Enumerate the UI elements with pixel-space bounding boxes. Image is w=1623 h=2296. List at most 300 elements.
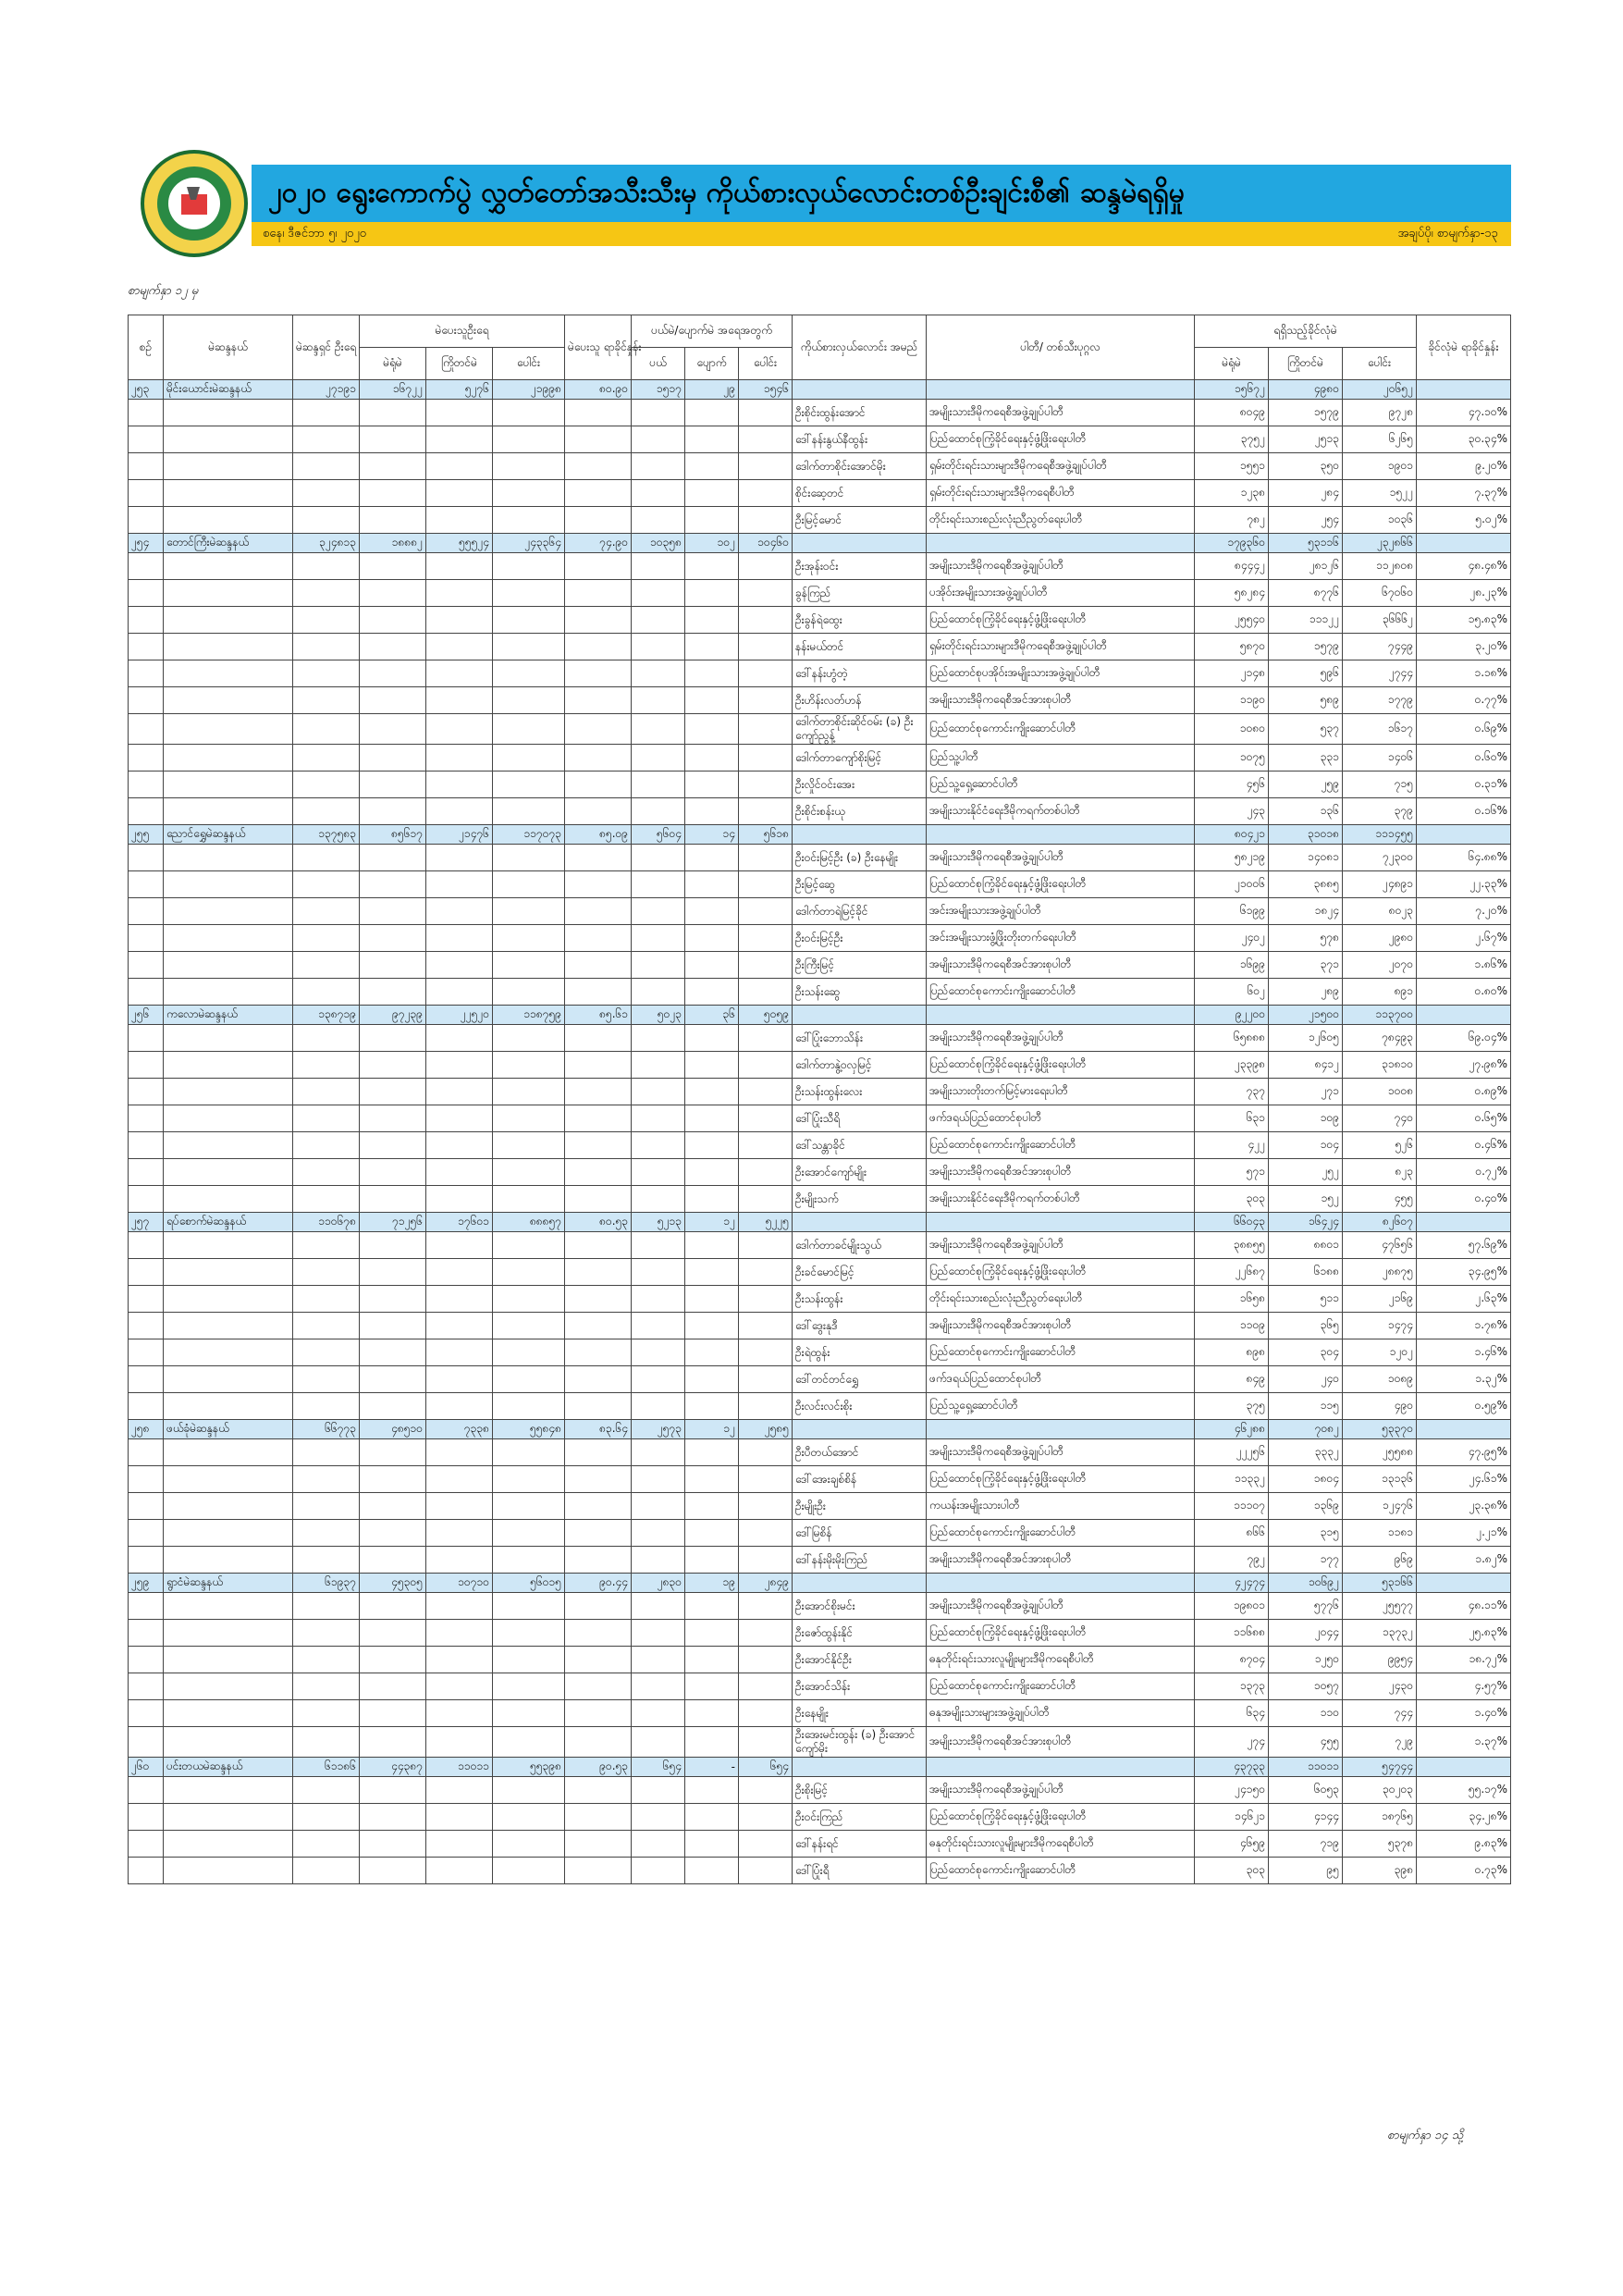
- candidate-advance: ၁၈၀၄: [1269, 1466, 1343, 1493]
- col-missing: ပျောက်: [685, 348, 739, 380]
- empty-cell: [164, 898, 293, 925]
- party-name: အမျိုးသားတိုးတက်မြင့်မားရေးပါတီ: [927, 1079, 1195, 1105]
- empty-cell: [739, 1466, 793, 1493]
- empty-cell: [739, 1647, 793, 1673]
- candidate-advance: ၁၈၂၄: [1269, 898, 1343, 925]
- rejected-votes: ၅၂၁၃: [632, 1213, 685, 1232]
- candidate-advance: ၂၈၉: [1269, 979, 1343, 1006]
- candidate-total: ၈၀၂၃: [1343, 898, 1417, 925]
- constituency-row: [129, 825, 1511, 845]
- candidate-percent: ၀.၈၀%: [1417, 979, 1511, 1006]
- candidate-row: [129, 1132, 1511, 1159]
- empty-cell: [164, 1777, 293, 1804]
- empty-cell: [164, 1466, 293, 1493]
- empty-cell: [739, 553, 793, 580]
- candidate-name: ဦးလှိုင်ဝင်းအေး: [793, 772, 927, 798]
- page-section: အချပ်ပို၊ စာမျက်နှာ-၁၃: [1397, 227, 1498, 241]
- candidate-row: [129, 1858, 1511, 1884]
- candidate-row: [129, 1366, 1511, 1393]
- candidate-in-person: ၁၀၈၀: [1195, 714, 1269, 745]
- empty-cell: [632, 1105, 685, 1132]
- empty-cell: [632, 925, 685, 952]
- empty-cell: [360, 1673, 426, 1700]
- candidate-percent: ၂၈.၂၃%: [1417, 580, 1511, 607]
- candidate-in-person: ၂၃၃၉၈: [1195, 1052, 1269, 1079]
- empty-cell: [164, 1804, 293, 1831]
- empty-cell: [360, 1700, 426, 1727]
- candidate-name: ဦးလင်းလင်းစိုး: [793, 1393, 927, 1420]
- row-number: ၂၅၈: [129, 1420, 164, 1439]
- empty-cell: [739, 507, 793, 534]
- in-person-votes: ၄၄၃၈၇: [360, 1758, 426, 1777]
- empty-cell: [426, 1493, 493, 1520]
- candidate-advance: ၄၅၅: [1269, 1727, 1343, 1758]
- empty-cell: [426, 1620, 493, 1647]
- empty-cell: [426, 772, 493, 798]
- candidate-total: ၂၀၇၀: [1343, 952, 1417, 979]
- empty-cell: [793, 1006, 927, 1025]
- party-name: ပြည်ထောင်စုကြံ့ခိုင်ရေးနှင့်ဖွံ့ဖြိုးရေးပါတီ: [927, 1620, 1195, 1647]
- party-name: ပြည်ထောင်စုကောင်းကျိုးဆောင်ပါတီ: [927, 1673, 1195, 1700]
- candidate-row: [129, 714, 1511, 745]
- candidate-advance: ၁၂၅၀: [1269, 1647, 1343, 1673]
- empty-cell: [565, 1673, 632, 1700]
- candidate-name: ဦးသန်းဆွေ: [793, 979, 927, 1006]
- valid-total: ၁၁၃၇၀၀: [1343, 1006, 1417, 1025]
- empty-cell: [739, 453, 793, 480]
- candidate-percent: ၀.၁၆%: [1417, 798, 1511, 825]
- invalid-total: ၆၅၄: [739, 1758, 793, 1777]
- empty-cell: [129, 1232, 164, 1259]
- candidate-name: ဦးဝင်းမြင့်ဦး: [793, 925, 927, 952]
- empty-cell: [565, 1777, 632, 1804]
- empty-cell: [493, 772, 565, 798]
- empty-cell: [493, 607, 565, 634]
- empty-cell: [685, 1700, 739, 1727]
- row-number: ၂၅၄: [129, 534, 164, 553]
- empty-cell: [927, 1006, 1195, 1025]
- empty-cell: [129, 1159, 164, 1186]
- candidate-in-person: ၂၄၃: [1195, 798, 1269, 825]
- candidate-total: ၁၀၈၉: [1343, 1366, 1417, 1393]
- empty-cell: [293, 634, 360, 660]
- empty-cell: [493, 1159, 565, 1186]
- empty-cell: [360, 898, 426, 925]
- empty-cell: [360, 1052, 426, 1079]
- candidate-advance: ၃၃၃၂: [1269, 1439, 1343, 1466]
- empty-cell: [164, 607, 293, 634]
- candidate-total: ၇၄၄၉: [1343, 634, 1417, 660]
- valid-in-person: ၈၀၄၂၁: [1195, 825, 1269, 845]
- empty-cell: [293, 1804, 360, 1831]
- candidate-name: ဦးမြင့်ဆွေ: [793, 871, 927, 898]
- empty-cell: [129, 1439, 164, 1466]
- empty-cell: [129, 1366, 164, 1393]
- candidate-advance: ၁၅၂: [1269, 1186, 1343, 1213]
- candidate-in-person: ၁၁၆၈၈: [1195, 1620, 1269, 1647]
- empty-cell: [164, 1079, 293, 1105]
- empty-cell: [632, 952, 685, 979]
- empty-cell: [493, 1232, 565, 1259]
- candidate-advance: ၃၁၅: [1269, 1520, 1343, 1547]
- empty-cell: [927, 1213, 1195, 1232]
- party-name: ပြည်ထောင်စုကြံ့ခိုင်ရေးနှင့်ဖွံ့ဖြိုးရေးပါတီ: [927, 871, 1195, 898]
- row-number: ၂၅၆: [129, 1006, 164, 1025]
- empty-cell: [739, 1186, 793, 1213]
- empty-cell: [565, 898, 632, 925]
- empty-cell: [164, 1831, 293, 1858]
- candidate-name: ဦးဝင်းမြင့်ဦး (ခ) ဦးနေမျိုး: [793, 845, 927, 871]
- candidate-row: [129, 453, 1511, 480]
- empty-cell: [293, 1079, 360, 1105]
- empty-cell: [685, 607, 739, 634]
- empty-cell: [360, 745, 426, 772]
- empty-cell: [426, 1520, 493, 1547]
- empty-cell: [565, 687, 632, 714]
- empty-cell: [129, 400, 164, 426]
- empty-cell: [129, 1025, 164, 1052]
- empty-cell: [739, 1858, 793, 1884]
- empty-cell: [793, 1420, 927, 1439]
- empty-cell: [129, 480, 164, 507]
- candidate-percent: ၁.၄၆%: [1417, 1339, 1511, 1366]
- candidate-name: ဒေါ်ပြုံးရီ: [793, 1858, 927, 1884]
- candidate-total: ၁၉၀၁: [1343, 453, 1417, 480]
- empty-cell: [565, 1052, 632, 1079]
- total-votes: ၂၁၉၉၈: [493, 380, 565, 400]
- candidate-advance: ၁၂၆၀၅: [1269, 1025, 1343, 1052]
- valid-advance: ၅၃၁၁၆: [1269, 534, 1343, 553]
- candidate-row: [129, 607, 1511, 634]
- candidate-advance: ၆၀၅၃: [1269, 1777, 1343, 1804]
- empty-cell: [493, 1547, 565, 1574]
- col-party: ပါတီ/ တစ်သီးပုဂ္ဂလ: [927, 315, 1195, 380]
- candidate-row: [129, 507, 1511, 534]
- empty-cell: [493, 480, 565, 507]
- empty-cell: [565, 1466, 632, 1493]
- empty-cell: [685, 745, 739, 772]
- candidate-advance: ၁၁၀: [1269, 1700, 1343, 1727]
- candidate-in-person: ၃၀၃: [1195, 1858, 1269, 1884]
- empty-cell: [164, 687, 293, 714]
- candidate-in-person: ၁၃၇၃: [1195, 1673, 1269, 1700]
- empty-cell: [493, 507, 565, 534]
- empty-cell: [739, 1547, 793, 1574]
- candidate-in-person: ၂၁၀၀၆: [1195, 871, 1269, 898]
- empty-cell: [685, 1493, 739, 1520]
- candidate-advance: ၂၅၉: [1269, 772, 1343, 798]
- candidate-percent: ၁.၄၀%: [1417, 1700, 1511, 1727]
- candidate-advance: ၅၇၈: [1269, 925, 1343, 952]
- empty-cell: [739, 1052, 793, 1079]
- party-name: အမျိုးသားဒီမိုကရေစီအဖွဲ့ချုပ်ပါတီ: [927, 1593, 1195, 1620]
- empty-cell: [293, 1313, 360, 1339]
- empty-cell: [164, 507, 293, 534]
- candidate-row: [129, 1804, 1511, 1831]
- empty-cell: [739, 1439, 793, 1466]
- empty-cell: [632, 1493, 685, 1520]
- voter-count: ၁၃၈၇၁၉: [293, 1006, 360, 1025]
- empty-cell: [632, 1831, 685, 1858]
- turnout-percent: ၉၀.၅၃: [565, 1758, 632, 1777]
- candidate-in-person: ၁၂၃၈: [1195, 480, 1269, 507]
- party-name: အမျိုးသားဒီမိုကရေစီအင်အားစုပါတီ: [927, 1727, 1195, 1758]
- valid-advance: ၁၆၄၂၄: [1269, 1213, 1343, 1232]
- empty-cell: [685, 660, 739, 687]
- empty-cell: [739, 687, 793, 714]
- candidate-name: ဦးစိုင်းစန်းယု: [793, 798, 927, 825]
- party-name: ပြည်ထောင်စုကြံ့ခိုင်ရေးနှင့်ဖွံ့ဖြိုးရေးပါတီ: [927, 1259, 1195, 1286]
- candidate-total: ၈၂၃: [1343, 1159, 1417, 1186]
- empty-cell: [632, 453, 685, 480]
- candidate-percent: ၄၈.၁၁%: [1417, 1593, 1511, 1620]
- empty-cell: [293, 871, 360, 898]
- candidate-advance: ၁၄၀၈၁: [1269, 845, 1343, 871]
- empty-cell: [1417, 1006, 1511, 1025]
- candidate-percent: ၁.၈၂%: [1417, 1547, 1511, 1574]
- empty-cell: [685, 871, 739, 898]
- empty-cell: [493, 1620, 565, 1647]
- candidate-name: ဦးသန်းထွန်း: [793, 1286, 927, 1313]
- col-valid-in-person: မဲရုံမဲ: [1195, 348, 1269, 380]
- empty-cell: [426, 925, 493, 952]
- valid-in-person: ၄၂၄၇၄: [1195, 1574, 1269, 1593]
- candidate-percent: ၅.၀၂%: [1417, 507, 1511, 534]
- empty-cell: [164, 1439, 293, 1466]
- empty-cell: [739, 634, 793, 660]
- empty-cell: [360, 1493, 426, 1520]
- candidate-name: ဦးဝင်းကြည်: [793, 1804, 927, 1831]
- candidate-in-person: ၇၉၂: [1195, 1547, 1269, 1574]
- voter-count: ၁၁၀၆၇၈: [293, 1213, 360, 1232]
- empty-cell: [739, 1132, 793, 1159]
- empty-cell: [293, 714, 360, 745]
- candidate-row: [129, 687, 1511, 714]
- empty-cell: [164, 952, 293, 979]
- empty-cell: [360, 1232, 426, 1259]
- invalid-total: ၅၆၁၈: [739, 825, 793, 845]
- candidate-row: [129, 1393, 1511, 1420]
- candidate-in-person: ၅၈၂၁၉: [1195, 845, 1269, 871]
- candidate-row: [129, 634, 1511, 660]
- empty-cell: [493, 979, 565, 1006]
- col-rejected: ပယ်: [632, 348, 685, 380]
- row-number: ၂၅၉: [129, 1574, 164, 1593]
- empty-cell: [164, 1052, 293, 1079]
- empty-cell: [360, 1132, 426, 1159]
- empty-cell: [685, 714, 739, 745]
- empty-cell: [164, 772, 293, 798]
- candidate-name: ဒေါ်ပြုံးဘောသိန်း: [793, 1025, 927, 1052]
- candidate-percent: ၅၇.၆၉%: [1417, 1232, 1511, 1259]
- party-name: အမျိုးသားဒီမိုကရေစီအဖွဲ့ချုပ်ပါတီ: [927, 400, 1195, 426]
- candidate-name: ဦးအောင်ကျော်မျိုး: [793, 1159, 927, 1186]
- total-votes: ၈၈၈၅၇: [493, 1213, 565, 1232]
- empty-cell: [685, 426, 739, 453]
- empty-cell: [360, 714, 426, 745]
- candidate-row: [129, 925, 1511, 952]
- constituency-name: ပင်းတယမဲဆန္ဒနယ်: [164, 1758, 293, 1777]
- empty-cell: [129, 845, 164, 871]
- constituency-name: တောင်ကြီးမဲဆန္ဒနယ်: [164, 534, 293, 553]
- empty-cell: [685, 898, 739, 925]
- empty-cell: [739, 1593, 793, 1620]
- empty-cell: [565, 979, 632, 1006]
- candidate-name: ဦးအောင်စိုးမင်း: [793, 1593, 927, 1620]
- empty-cell: [360, 979, 426, 1006]
- party-name: အမျိုးသားဒီမိုကရေစီအဖွဲ့ချုပ်ပါတီ: [927, 1439, 1195, 1466]
- empty-cell: [739, 798, 793, 825]
- party-name: အမျိုးသားဒီမိုကရေစီအင်အားစုပါတီ: [927, 952, 1195, 979]
- empty-cell: [164, 1366, 293, 1393]
- candidate-in-person: ၆၀၂: [1195, 979, 1269, 1006]
- invalid-total: ၁၀၄၆၀: [739, 534, 793, 553]
- empty-cell: [493, 687, 565, 714]
- candidate-total: ၃၉၈: [1343, 1858, 1417, 1884]
- empty-cell: [426, 1313, 493, 1339]
- empty-cell: [293, 1700, 360, 1727]
- empty-cell: [632, 745, 685, 772]
- empty-cell: [632, 798, 685, 825]
- empty-cell: [927, 380, 1195, 400]
- candidate-total: ၁၄၀၆: [1343, 745, 1417, 772]
- empty-cell: [129, 426, 164, 453]
- valid-total: ၁၁၁၄၅၅: [1343, 825, 1417, 845]
- valid-total: ၂၃၂၈၆၆: [1343, 534, 1417, 553]
- party-name: အမျိုးသားဒီမိုကရေစီအင်အားစုပါတီ: [927, 1159, 1195, 1186]
- candidate-total: ၂၇၄၄: [1343, 660, 1417, 687]
- empty-cell: [565, 1493, 632, 1520]
- constituency-row: [129, 1758, 1511, 1777]
- candidate-name: ဒေါ်အေးချစ်စိန်: [793, 1466, 927, 1493]
- empty-cell: [426, 798, 493, 825]
- empty-cell: [632, 1777, 685, 1804]
- candidate-percent: ၁.၃၂%: [1417, 1366, 1511, 1393]
- valid-advance: ၁၀၆၉၂: [1269, 1574, 1343, 1593]
- empty-cell: [565, 426, 632, 453]
- turnout-percent: ၈၅.၀၉: [565, 825, 632, 845]
- empty-cell: [1417, 1420, 1511, 1439]
- candidate-row: [129, 745, 1511, 772]
- empty-cell: [164, 1159, 293, 1186]
- party-name: ပြည်ထောင်စုပအိုဝ်းအမျိုးသားအဖွဲ့ချုပ်ပါတီ: [927, 660, 1195, 687]
- candidate-advance: ၁၁၅: [1269, 1393, 1343, 1420]
- candidate-percent: ၄၇.၉၅%: [1417, 1439, 1511, 1466]
- empty-cell: [685, 453, 739, 480]
- voter-count: ၃၂၄၈၁၃: [293, 534, 360, 553]
- empty-cell: [129, 1777, 164, 1804]
- candidate-in-person: ၁၄၆၂၁: [1195, 1804, 1269, 1831]
- empty-cell: [129, 453, 164, 480]
- candidate-in-person: ၃၇၅: [1195, 1393, 1269, 1420]
- candidate-name: ဦးရဲထွန်း: [793, 1339, 927, 1366]
- empty-cell: [129, 772, 164, 798]
- empty-cell: [493, 400, 565, 426]
- empty-cell: [632, 1466, 685, 1493]
- empty-cell: [129, 1052, 164, 1079]
- candidate-advance: ၈၈၀၁: [1269, 1232, 1343, 1259]
- empty-cell: [632, 480, 685, 507]
- empty-cell: [632, 1313, 685, 1339]
- empty-cell: [426, 1259, 493, 1286]
- party-name: တိုင်းရင်းသားစည်းလုံးညီညွတ်ရေးပါတီ: [927, 507, 1195, 534]
- turnout-percent: ၉၀.၄၄: [565, 1574, 632, 1593]
- candidate-advance: ၆၁၈၈: [1269, 1259, 1343, 1286]
- party-name: အမျိုးသားနိုင်ငံရေးဒီမိုကရက်တစ်ပါတီ: [927, 798, 1195, 825]
- missing-votes: ၁၀၂: [685, 534, 739, 553]
- advance-votes: ၅၅၅၂၄: [426, 534, 493, 553]
- empty-cell: [493, 871, 565, 898]
- rejected-votes: ၂၈၃၀: [632, 1574, 685, 1593]
- candidate-row: [129, 426, 1511, 453]
- empty-cell: [632, 1700, 685, 1727]
- candidate-advance: ၄၁၄၄: [1269, 1804, 1343, 1831]
- empty-cell: [739, 772, 793, 798]
- candidate-percent: ၄.၅၇%: [1417, 1673, 1511, 1700]
- empty-cell: [565, 1132, 632, 1159]
- empty-cell: [565, 1831, 632, 1858]
- candidate-percent: ၁.၁၈%: [1417, 660, 1511, 687]
- empty-cell: [565, 553, 632, 580]
- candidate-percent: ၀.၅၉%: [1417, 1393, 1511, 1420]
- empty-cell: [293, 1286, 360, 1313]
- candidate-total: ၉၉၅၄: [1343, 1647, 1417, 1673]
- candidate-in-person: ၆၅၈၈၈: [1195, 1025, 1269, 1052]
- in-person-votes: ၁၈၈၈၂: [360, 534, 426, 553]
- candidate-name: ဒေါ်နန်းမိုးမိုးကြည်: [793, 1547, 927, 1574]
- candidate-name: ဒေါက်တာခင်မျိုးသွယ်: [793, 1232, 927, 1259]
- party-name: ပြည်ထောင်စုကောင်းကျိုးဆောင်ပါတီ: [927, 1858, 1195, 1884]
- candidate-advance: ၂၇၁: [1269, 1079, 1343, 1105]
- empty-cell: [360, 607, 426, 634]
- candidate-name: ဦးနေမျိုး: [793, 1700, 927, 1727]
- empty-cell: [685, 1804, 739, 1831]
- candidate-in-person: ၃၈၈၅၅: [1195, 1232, 1269, 1259]
- candidate-in-person: ၅၈၂၈၄: [1195, 580, 1269, 607]
- candidate-name: ဦးမျိုးဦး: [793, 1493, 927, 1520]
- empty-cell: [1417, 534, 1511, 553]
- candidate-total: ၄၉၀: [1343, 1393, 1417, 1420]
- candidate-row: [129, 580, 1511, 607]
- empty-cell: [739, 745, 793, 772]
- candidate-name: ဒေါက်တာစိုင်းအောင်မိုး: [793, 453, 927, 480]
- empty-cell: [493, 1079, 565, 1105]
- empty-cell: [426, 1159, 493, 1186]
- empty-cell: [493, 1466, 565, 1493]
- total-votes: ၅၅၈၄၈: [493, 1420, 565, 1439]
- empty-cell: [129, 798, 164, 825]
- in-person-votes: ၁၆၇၂၂: [360, 380, 426, 400]
- empty-cell: [360, 553, 426, 580]
- candidate-in-person: ၁၁၁၀၇: [1195, 1493, 1269, 1520]
- empty-cell: [565, 1620, 632, 1647]
- empty-cell: [426, 979, 493, 1006]
- empty-cell: [426, 607, 493, 634]
- missing-votes: ၃၆: [685, 1006, 739, 1025]
- empty-cell: [164, 1520, 293, 1547]
- empty-cell: [685, 480, 739, 507]
- empty-cell: [164, 798, 293, 825]
- results-table: [128, 315, 1511, 1884]
- candidate-advance: ၂၀၄၄: [1269, 1620, 1343, 1647]
- candidate-in-person: ၈၉၈: [1195, 1339, 1269, 1366]
- turnout-percent: ၈၀.၅၃: [565, 1213, 632, 1232]
- empty-cell: [360, 1520, 426, 1547]
- empty-cell: [164, 871, 293, 898]
- empty-cell: [632, 714, 685, 745]
- empty-cell: [493, 1831, 565, 1858]
- candidate-total: ၄၅၅: [1343, 1186, 1417, 1213]
